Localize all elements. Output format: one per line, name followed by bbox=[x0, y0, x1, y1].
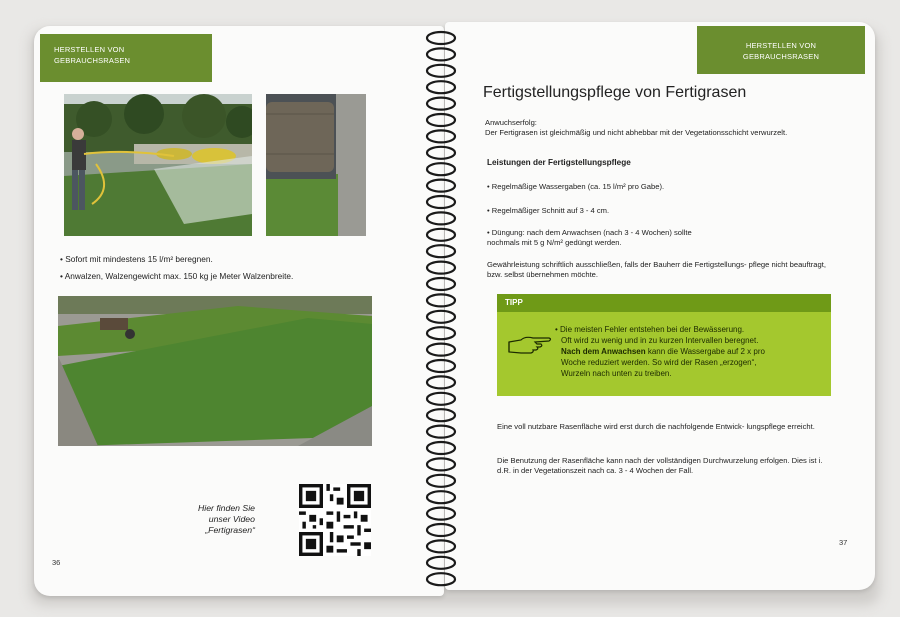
spiral-ring bbox=[427, 393, 455, 405]
service-item: • Düngung: nach dem Anwachsen (nach 3 - 4 Wochen) sollte nochmals mit 5 g N/m² gedüngt werden. bbox=[487, 228, 692, 247]
spiral-ring bbox=[427, 130, 455, 142]
spiral-ring bbox=[427, 98, 455, 110]
spiral-ring bbox=[427, 557, 455, 569]
spiral-ring bbox=[427, 212, 455, 224]
page-title: Fertigstellungspflege von Fertigrasen bbox=[483, 84, 747, 101]
left-page bbox=[34, 26, 444, 596]
service-item: • Regelmäßiger Schnitt auf 3 - 4 cm. bbox=[487, 206, 610, 215]
photo-roller bbox=[266, 94, 366, 236]
spiral-ring bbox=[427, 81, 455, 93]
left-page-number: 36 bbox=[52, 558, 61, 567]
spiral-ring bbox=[427, 475, 455, 487]
spiral-ring bbox=[427, 163, 455, 175]
qr-code[interactable] bbox=[299, 484, 371, 556]
spiral-ring bbox=[427, 147, 455, 159]
services-heading: Leistungen der Fertigstellungspflege bbox=[487, 158, 631, 167]
intro-label: Anwuchserfolg: bbox=[485, 118, 537, 127]
photo-lawn bbox=[58, 296, 372, 446]
paragraph-1: Eine voll nutzbare Rasenfläche wird erst durch die nachfolgende Entwick- lungspflege erreicht. bbox=[497, 422, 815, 431]
bullet-item: • Anwalzen, Walzengewicht max. 150 kg je Meter Walzenbreite. bbox=[60, 271, 294, 281]
tip-box bbox=[497, 294, 831, 396]
service-item: • Regelmäßige Wassergaben (ca. 15 l/m² pro Gabe). bbox=[487, 182, 665, 191]
spiral-ring bbox=[427, 360, 455, 372]
photo-watering bbox=[64, 94, 252, 236]
spiral-ring bbox=[427, 376, 455, 388]
left-header-tab: HERSTELLEN VON GEBRAUCHSRASEN bbox=[40, 34, 212, 82]
right-header-tab: HERSTELLEN VON GEBRAUCHSRASEN bbox=[697, 26, 865, 74]
spiral-ring bbox=[427, 294, 455, 306]
spiral-ring bbox=[427, 180, 455, 192]
warranty-text: Gewährleistung schriftlich ausschließen, falls der Bauherr die Fertigstellungs- pflege nicht beauftragt, bzw. selbst übernehmen möchte. bbox=[487, 260, 826, 279]
spiral-ring bbox=[427, 196, 455, 208]
intro-text: Der Fertigrasen ist gleichmäßig und nicht abhebbar mit der Vegetationsschicht verwurzelt. bbox=[485, 128, 788, 137]
spiral-ring bbox=[427, 573, 455, 585]
spiral-ring bbox=[427, 409, 455, 421]
qr-caption: Hier finden Sie unser Video „Fertigrasen“ bbox=[198, 503, 255, 535]
spiral-binding bbox=[413, 24, 469, 594]
paragraph-2: Die Benutzung der Rasenfläche kann nach der vollständigen Durchwurzelung erfolgen. Dies ist i. d.R. in der Vegetationszeit nach ca. 3 - 4 Wochen der Fall. bbox=[497, 456, 823, 475]
spiral-ring bbox=[427, 311, 455, 323]
spiral-ring bbox=[427, 442, 455, 454]
spiral-ring bbox=[427, 32, 455, 44]
spiral-ring bbox=[427, 524, 455, 536]
spiral-ring bbox=[427, 48, 455, 60]
spiral-ring bbox=[427, 426, 455, 438]
spiral-ring bbox=[427, 229, 455, 241]
spiral-ring bbox=[427, 508, 455, 520]
pointing-hand-icon bbox=[507, 330, 553, 360]
spiral-ring bbox=[427, 278, 455, 290]
bullet-item: • Sofort mit mindestens 15 l/m² beregnen. bbox=[60, 254, 213, 264]
spiral-ring bbox=[427, 327, 455, 339]
right-page-number: 37 bbox=[839, 538, 848, 547]
tip-label: TIPP bbox=[497, 294, 831, 312]
spiral-ring bbox=[427, 114, 455, 126]
spiral-ring bbox=[427, 458, 455, 470]
spiral-ring bbox=[427, 245, 455, 257]
spiral-ring bbox=[427, 491, 455, 503]
spiral-ring bbox=[427, 344, 455, 356]
tip-text: • Die meisten Fehler entstehen bei der Bewässerung. Oft wird zu wenig und in zu kurzen Intervallen beregnet. Nach dem Anwachsen kann die Wassergabe auf 2 x pro Woche reduziert werden. So wird der Rasen „erzogen“, Wurzeln nach unten zu treiben. bbox=[555, 325, 765, 378]
spiral-ring bbox=[427, 65, 455, 77]
right-page bbox=[445, 22, 875, 590]
left-bullet-list bbox=[60, 254, 293, 288]
spiral-ring bbox=[427, 540, 455, 552]
spiral-ring bbox=[427, 262, 455, 274]
